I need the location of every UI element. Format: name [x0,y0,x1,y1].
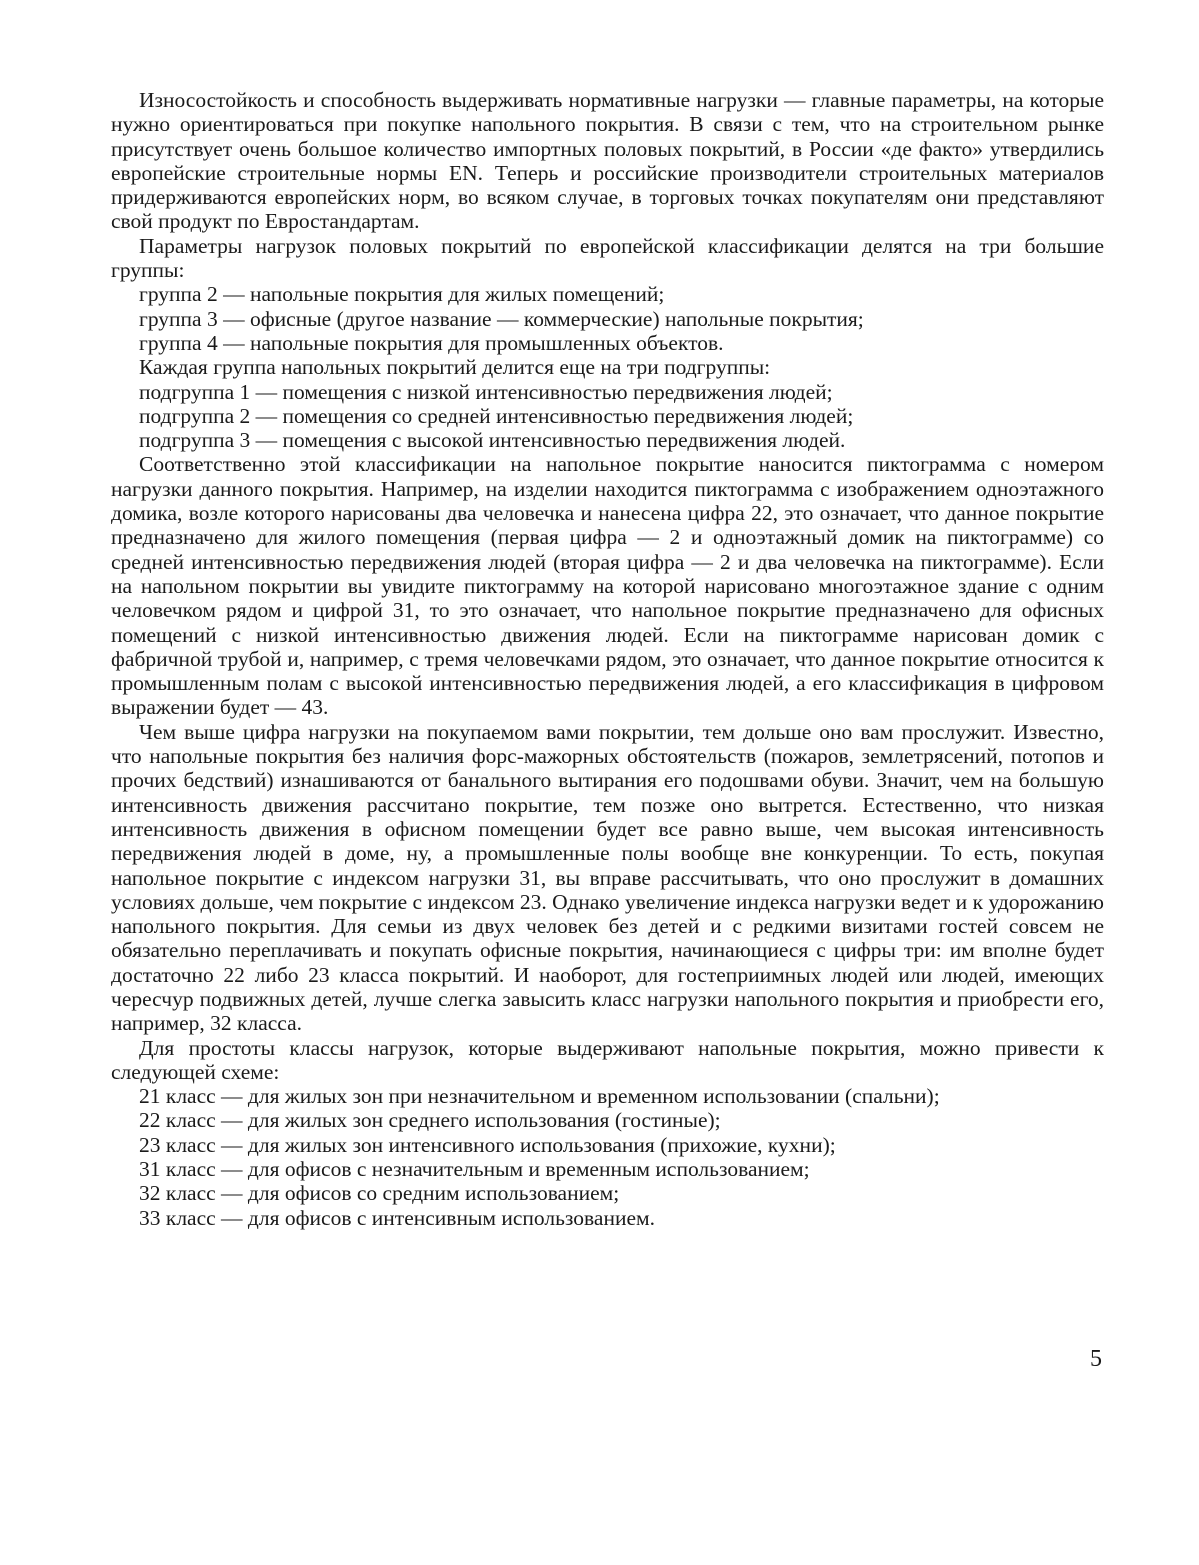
class-item: 23 класс — для жилых зон интенсивного использования (прихожие, кухни); [139,1132,836,1157]
class-item: 31 класс — для офисов с незначительным и временным использованием; [139,1157,810,1182]
classes-intro: Для простоты классы нагрузок, которые выдерживают напольные покрытия, можно привести к следующей схеме: [111,1035,1104,1084]
intro-paragraph: Износостойкость и способность выдерживать нормативные нагрузки — главные параметры, на которые нужно ориентироваться при покупке напольного покрытия. В связи с тем, что на строительном рынке присутствует очень большое количество импортных половых покрытий, в России «де факто» утвердились европейские строительные нормы EN. Теперь и российские производители строительных материалов придерживаются европейских норм, во всяком случае, в торговых точках покупателям они представляют свой продукт по Евростандартам. [111,88,1104,234]
subgroups-intro: Каждая группа напольных покрытий делится еще на три подгруппы: [139,355,771,380]
durability-paragraph: Чем выше цифра нагрузки на покупаемом вами покрытии, тем дольше оно вам прослужит. Известно, что напольные покрытия без наличия форс-мажорных обстоятельств (пожаров, землетрясений, потопов и прочих бедствий) изнашиваются от банального вытирания его подошвами обуви. Значит, чем на большую интенсивность движения рассчитано покрытие, тем позже оно вытрется. Естественно, что низкая интенсивность движения в офисном помещении будет все равно выше, чем высокая интенсивность передвижения людей в доме, ну, а промышленные полы вообще вне конкуренции. То есть, покупая напольное покрытие с индексом нагрузки 31, вы вправе рассчитывать, что оно прослужит в домашних условиях дольше, чем покрытие с индексом 23. Однако увеличение индекса нагрузки ведет и к удорожанию напольного покрытия. Для семьи из двух человек без детей и с редкими визитами гостей совсем не обязательно переплачивать и покупать офисные покрытия, начинающиеся с цифры три: им вполне будет достаточно 22 либо 23 класса покрытий. И наоборот, для гостеприимных людей или людей, имеющих чересчур подвижных детей, лучше слегка завысить класс нагрузки напольного покрытия и приобрести его, например, 32 класса. [111,719,1104,1036]
groups-intro: Параметры нагрузок половых покрытий по европейской классификации делятся на три большие группы: [111,233,1104,283]
subgroup-item: подгруппа 1 — помещения с низкой интенсивностью передвижения людей; [139,379,833,404]
subgroup-item: подгруппа 2 — помещения со средней интенсивностью передвижения людей; [139,403,854,428]
page-body [111,88,1104,1230]
pictogram-paragraph: Соответственно этой классификации на напольное покрытие наносится пиктограмма с номером нагрузки данного покрытия. Например, на изделии находится пиктограмма с изображением одноэтажного домика, возле которого нарисованы два человечка и нанесена цифра 22, это означает, что данное покрытие предназначено для жилого помещения (первая цифра — 2 и одноэтажный домик на пиктограмме) со средней интенсивностью передвижения людей (вторая цифра — 2 и два человечка на пиктограмме). Если на напольном покрытии вы увидите пиктограмму на которой нарисовано многоэтажное здание с одним человечком рядом и цифрой 31, то это означает, что напольное покрытие предназначено для офисных помещений с низкой интенсивностью движения людей. Если на пиктограмме нарисован домик с фабричной трубой и, например, с тремя человечками рядом, это означает, что данное покрытие относится к промышленным полам с высокой интенсивностью передвижения людей, а его классификация в цифровом выражении будет — 43. [111,452,1104,720]
class-item: 22 класс — для жилых зон среднего использования (гостиные); [139,1108,721,1133]
group-item: группа 2 — напольные покрытия для жилых помещений; [139,282,665,307]
class-item: 21 класс — для жилых зон при незначительном и временном использовании (спальни); [139,1084,940,1109]
class-item: 33 класс — для офисов с интенсивным использованием. [139,1205,655,1230]
group-item: группа 3 — офисные (другое название — коммерческие) напольные покрытия; [139,306,864,331]
group-item: группа 4 — напольные покрытия для промышленных объектов. [139,330,724,355]
class-item: 32 класс — для офисов со средним использованием; [139,1181,620,1206]
subgroup-item: подгруппа 3 — помещения с высокой интенсивностью передвижения людей. [139,428,846,453]
page-number: 5 [1090,1346,1102,1372]
